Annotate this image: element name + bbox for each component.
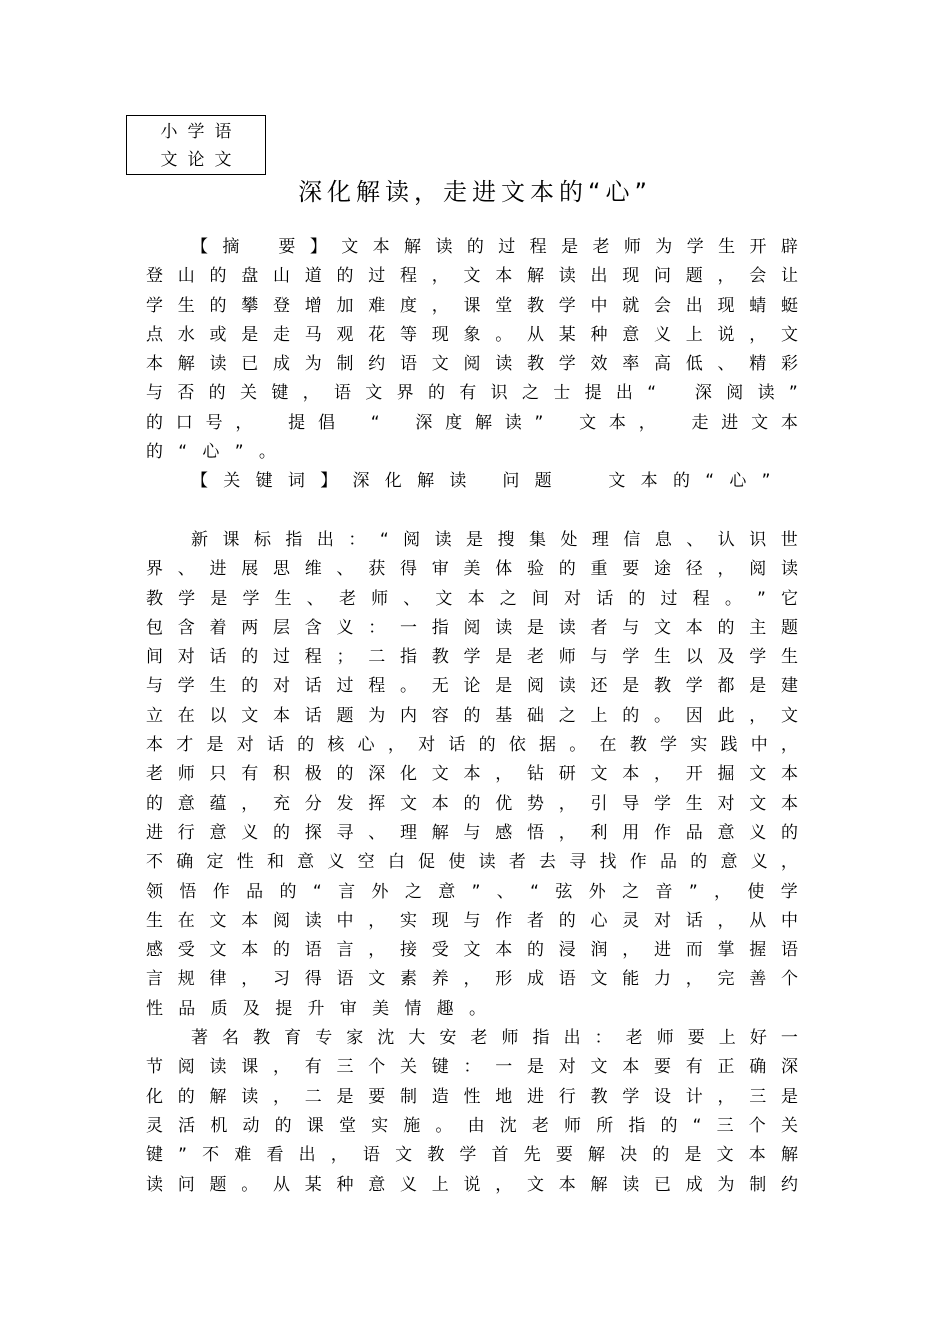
- abstract-lines-line: 本 解 读 已 成 为 制 约 语 文 阅 读 教 学 效 率 高 低 、 精 彩: [146, 354, 798, 375]
- para1-lines-line: 的 意 蕴 ， 充 分 发 挥 文 本 的 优 势 ， 引 导 学 生 对 文 本: [146, 793, 798, 814]
- para2-lines-line: 键 ” 不 难 看 出 ， 语 文 教 学 首 先 要 解 决 的 是 文 本 解: [146, 1145, 798, 1166]
- para1-lines-line: 生 在 文 本 阅 读 中 ， 实 现 与 作 者 的 心 灵 对 话 ， 从 中: [146, 910, 798, 931]
- para1-lines-line: 感 受 文 本 的 语 言 ， 接 受 文 本 的 浸 润 ， 进 而 掌 握 语: [146, 940, 798, 961]
- paragraph-1: [146, 526, 798, 1024]
- para1-lines-line: 间 对 话 的 过 程 ； 二 指 教 学 是 老 师 与 学 生 以 及 学 生: [146, 647, 798, 668]
- para1-lines-line: 界 、 进 展 思 维 、 获 得 审 美 体 验 的 重 要 途 径 ， 阅 读: [146, 559, 798, 580]
- para1-lines-line: 立 在 以 文 本 话 题 为 内 容 的 基 础 之 上 的 。 因 此 ， 文: [146, 705, 798, 726]
- para1-lines-line: 新 课 标 指 出 ： “ 阅 读 是 搜 集 处 理 信 息 、 认 识 世: [191, 529, 798, 550]
- abstract-lines-line: 学 生 的 攀 登 增 加 难 度 ， 课 堂 教 学 中 就 会 出 现 蜻 蜓: [146, 295, 798, 316]
- article-title: 深化解读，走进文本的“心”: [298, 178, 652, 206]
- para1-lines-line: 包 含 着 两 层 含 义 ： 一 指 阅 读 是 读 者 与 文 本 的 主 题: [146, 617, 798, 638]
- para2-lines-line: 灵 活 机 动 的 课 堂 实 施 。 由 沈 老 师 所 指 的 “ 三 个 关: [146, 1115, 798, 1136]
- para1-lines-line: 领 悟 作 品 的 “ 言 外 之 意 ” 、 “ 弦 外 之 音 ” ， 使 学: [146, 881, 798, 902]
- para1-lines-line: 本 才 是 对 话 的 核 心 ， 对 话 的 依 据 。 在 教 学 实 践 中 ，: [146, 735, 798, 756]
- para2-lines-line: 著 名 教 育 专 家 沈 大 安 老 师 指 出 ： 老 师 要 上 好 一: [191, 1028, 798, 1049]
- para1-lines-line: 与 学 生 的 对 话 过 程 。 无 论 是 阅 读 还 是 教 学 都 是 建: [146, 676, 798, 697]
- para1-lines-line: 老 师 只 有 积 极 的 深 化 文 本 ， 钻 研 文 本 ， 开 掘 文 本: [146, 764, 798, 785]
- para1-lines-line: 进 行 意 义 的 探 寻 、 理 解 与 感 悟 ， 利 用 作 品 意 义 的: [146, 822, 798, 843]
- spacer: [146, 497, 798, 526]
- category-line-2: 文论文: [160, 150, 242, 170]
- abstract-lines-line: 点 水 或 是 走 马 观 花 等 现 象 。 从 某 种 意 义 上 说 ， 文: [146, 324, 798, 345]
- para1-lines-line: 言 规 律 ， 习 得 语 文 素 养 ， 形 成 语 文 能 力 ， 完 善 个: [146, 969, 798, 990]
- category-box: [126, 115, 266, 175]
- keywords: 【 关 键 词 】 深 化 解 读 问 题 文 本 的 “ 心 ”: [191, 471, 771, 492]
- abstract-lines-line: 登 山 的 盘 山 道 的 过 程 ， 文 本 解 读 出 现 问 题 ， 会 让: [146, 266, 798, 287]
- abstract-lines-line: 【 摘 要 】 文 本 解 读 的 过 程 是 老 师 为 学 生 开 辟: [191, 237, 798, 257]
- article-body: [146, 233, 798, 1200]
- para1-lines-line: 不 确 定 性 和 意 义 空 白 促 使 读 者 去 寻 找 作 品 的 意 义 ，: [146, 852, 798, 873]
- abstract-lines-line: 与 否 的 关 键 ， 语 文 界 的 有 识 之 士 提 出 “ 深 阅 读 ”: [146, 383, 798, 404]
- abstract-lines-line: 的 “ 心 ” 。: [146, 442, 276, 463]
- para2-lines-line: 节 阅 读 课 ， 有 三 个 关 键 ： 一 是 对 文 本 要 有 正 确 深: [146, 1057, 798, 1078]
- para1-lines-line: 性 品 质 及 提 升 审 美 情 趣 。: [146, 998, 486, 1019]
- abstract: [146, 233, 798, 467]
- abstract-lines-line: 的 口 号 ， 提 倡 “ 深 度 解 读 ” 文 本 ， 走 进 文 本: [146, 412, 798, 433]
- paragraph-2: [146, 1024, 798, 1200]
- category-line-1: 小学语: [160, 122, 242, 142]
- para1-lines-line: 教 学 是 学 生 、 老 师 、 文 本 之 间 对 话 的 过 程 。 ” 它: [146, 588, 798, 609]
- para2-lines-line: 读 问 题 。 从 某 种 意 义 上 说 ， 文 本 解 读 已 成 为 制 约: [146, 1174, 798, 1195]
- para2-lines-line: 化 的 解 读 ， 二 是 要 制 造 性 地 进 行 教 学 设 计 ， 三 是: [146, 1086, 798, 1107]
